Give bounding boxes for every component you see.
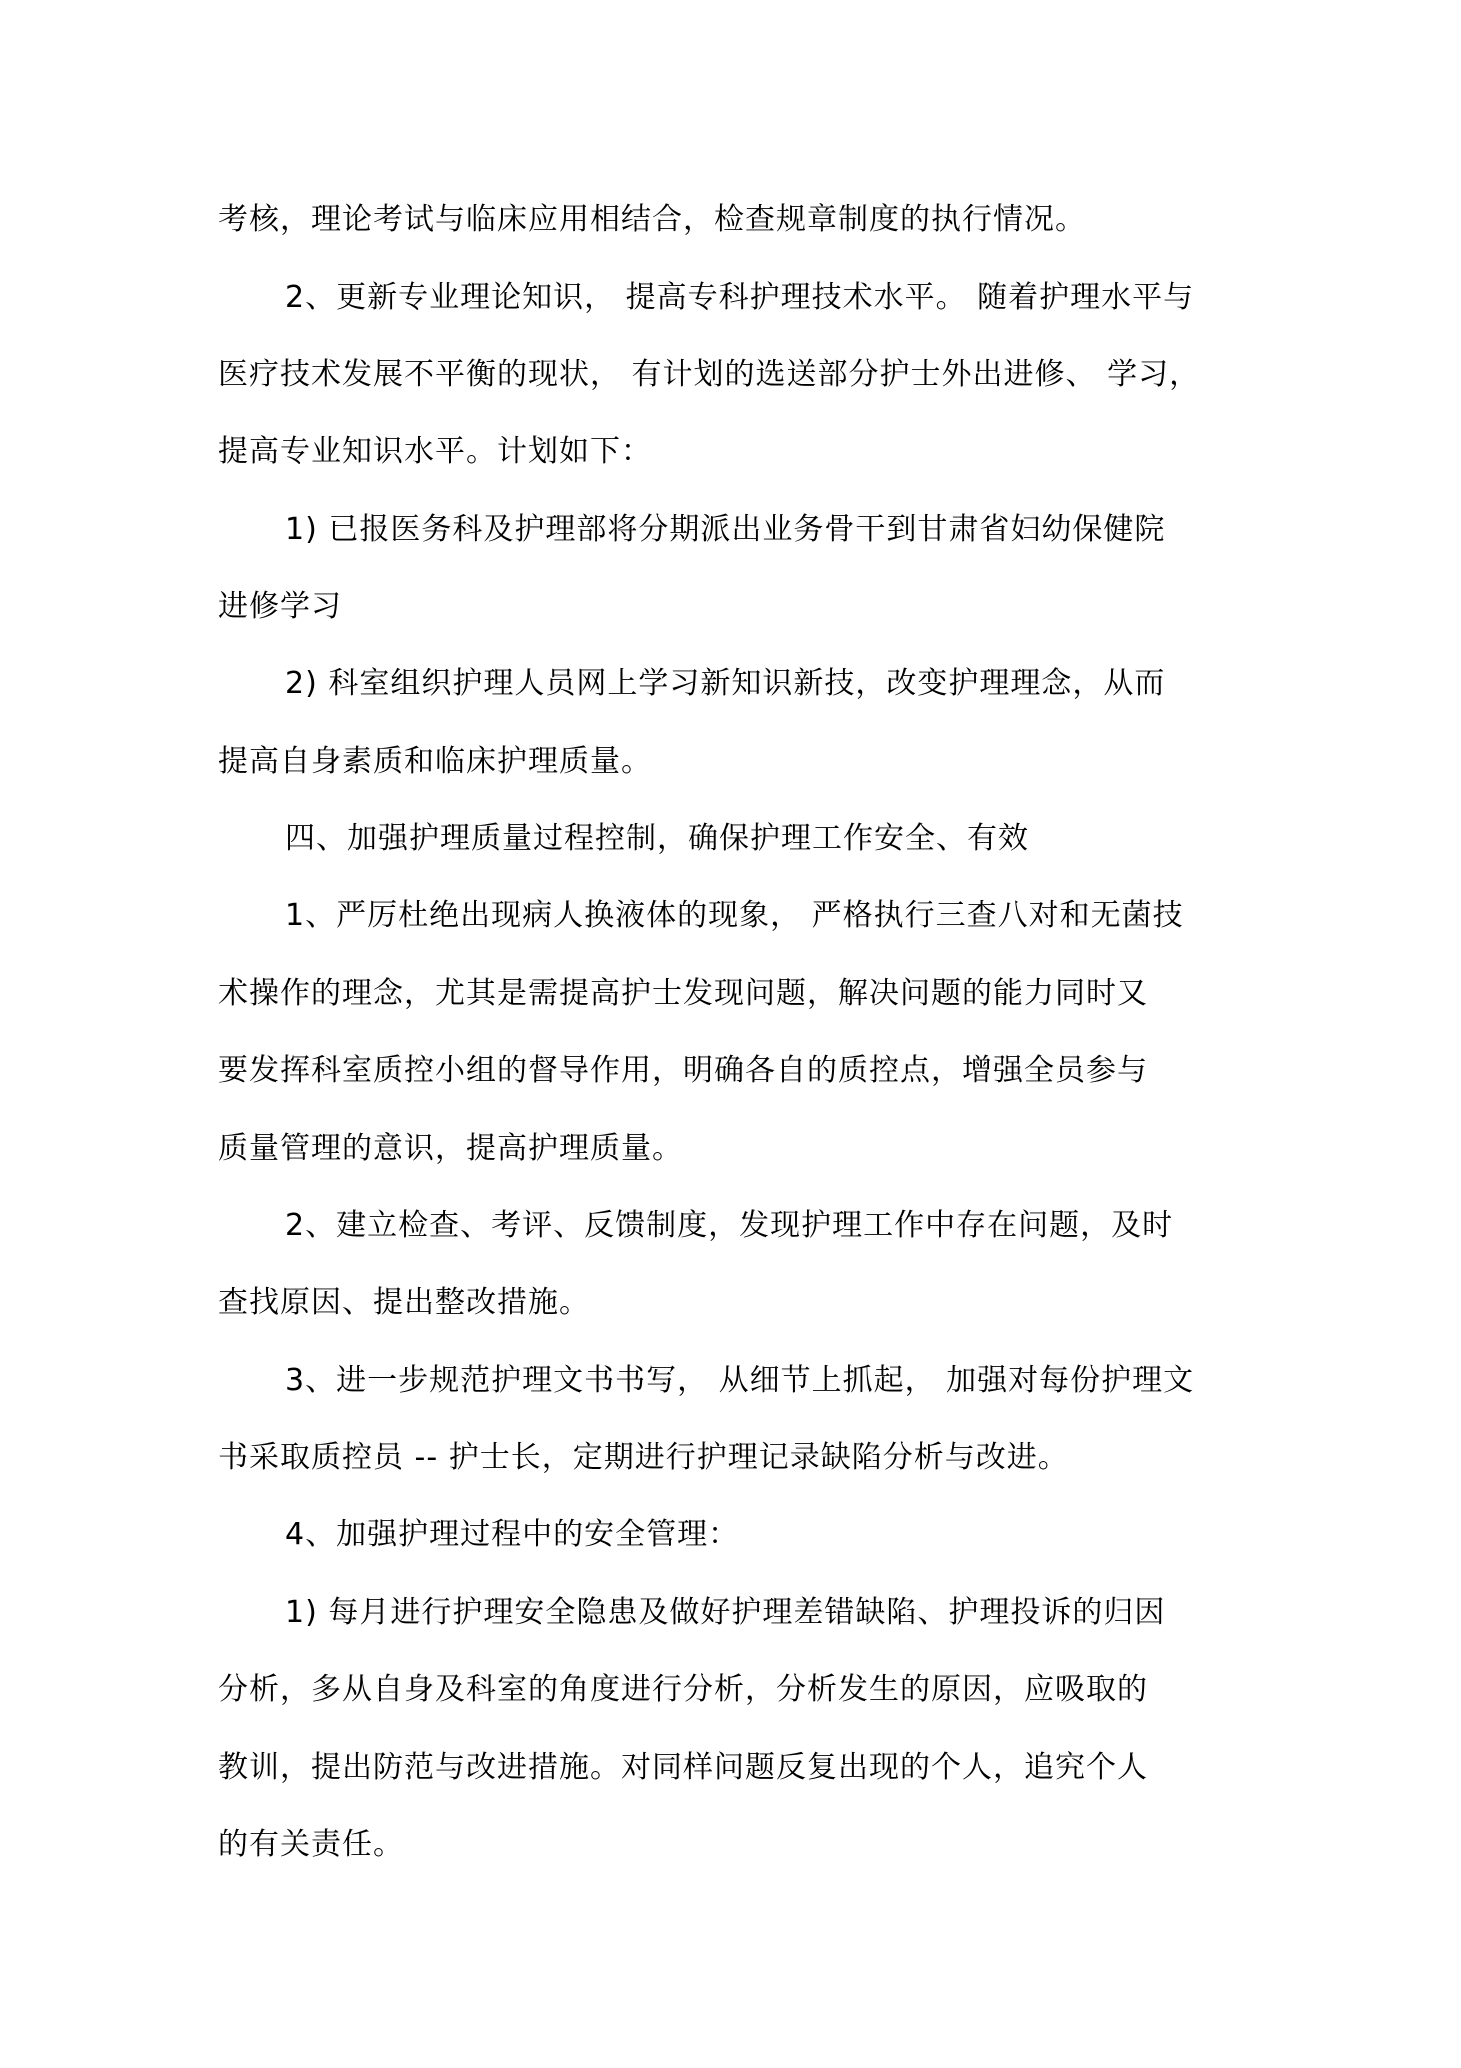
text-line: 1) 已报医务科及护理部将分期派出业务骨干到甘肃省妇幼保健院 (285, 512, 1166, 547)
text-line: 质量管理的意识，提高护理质量。 (218, 1131, 683, 1166)
text-line: 2、建立检查、考评、反馈制度，发现护理工作中存在问题，及时 (285, 1208, 1174, 1243)
text-line: 考核，理论考试与临床应用相结合，检查规章制度的执行情况。 (218, 202, 1086, 237)
text-line: 的有关责任。 (218, 1827, 404, 1862)
text-line: 医疗技术发展不平衡的现状， 有计划的选送部分护士外出进修、 学习， (218, 357, 1201, 392)
text-line: 教训，提出防范与改进措施。对同样问题反复出现的个人，追究个人 (218, 1750, 1148, 1785)
text-line: 书采取质控员 -- 护士长，定期进行护理记录缺陷分析与改进。 (218, 1440, 1069, 1475)
text-line: 进修学习 (218, 589, 342, 624)
text-line: 术操作的理念，尤其是需提高护士发现问题，解决问题的能力同时又 (218, 976, 1148, 1011)
text-line: 1) 每月进行护理安全隐患及做好护理差错缺陷、护理投诉的归因 (285, 1595, 1166, 1630)
text-line: 查找原因、提出整改措施。 (218, 1285, 590, 1320)
text-line: 提高专业知识水平。计划如下： (218, 434, 652, 469)
text-line: 3、进一步规范护理文书书写， 从细节上抓起， 加强对每份护理文 (285, 1363, 1195, 1398)
text-line: 提高自身素质和临床护理质量。 (218, 744, 652, 779)
text-line: 1、严厉杜绝出现病人换液体的现象， 严格执行三查八对和无菌技 (285, 898, 1184, 933)
section-heading: 四、加强护理质量过程控制，确保护理工作安全、有效 (285, 821, 1029, 856)
text-line: 要发挥科室质控小组的督导作用，明确各自的质控点，增强全员参与 (218, 1053, 1148, 1088)
text-line: 4、加强护理过程中的安全管理： (285, 1517, 740, 1552)
text-line: 2) 科室组织护理人员网上学习新知识新技，改变护理理念，从而 (285, 666, 1166, 701)
text-line: 分析，多从自身及科室的角度进行分析，分析发生的原因，应吸取的 (218, 1672, 1148, 1707)
text-line: 2、更新专业理论知识， 提高专科护理技术水平。 随着护理水平与 (285, 280, 1195, 315)
